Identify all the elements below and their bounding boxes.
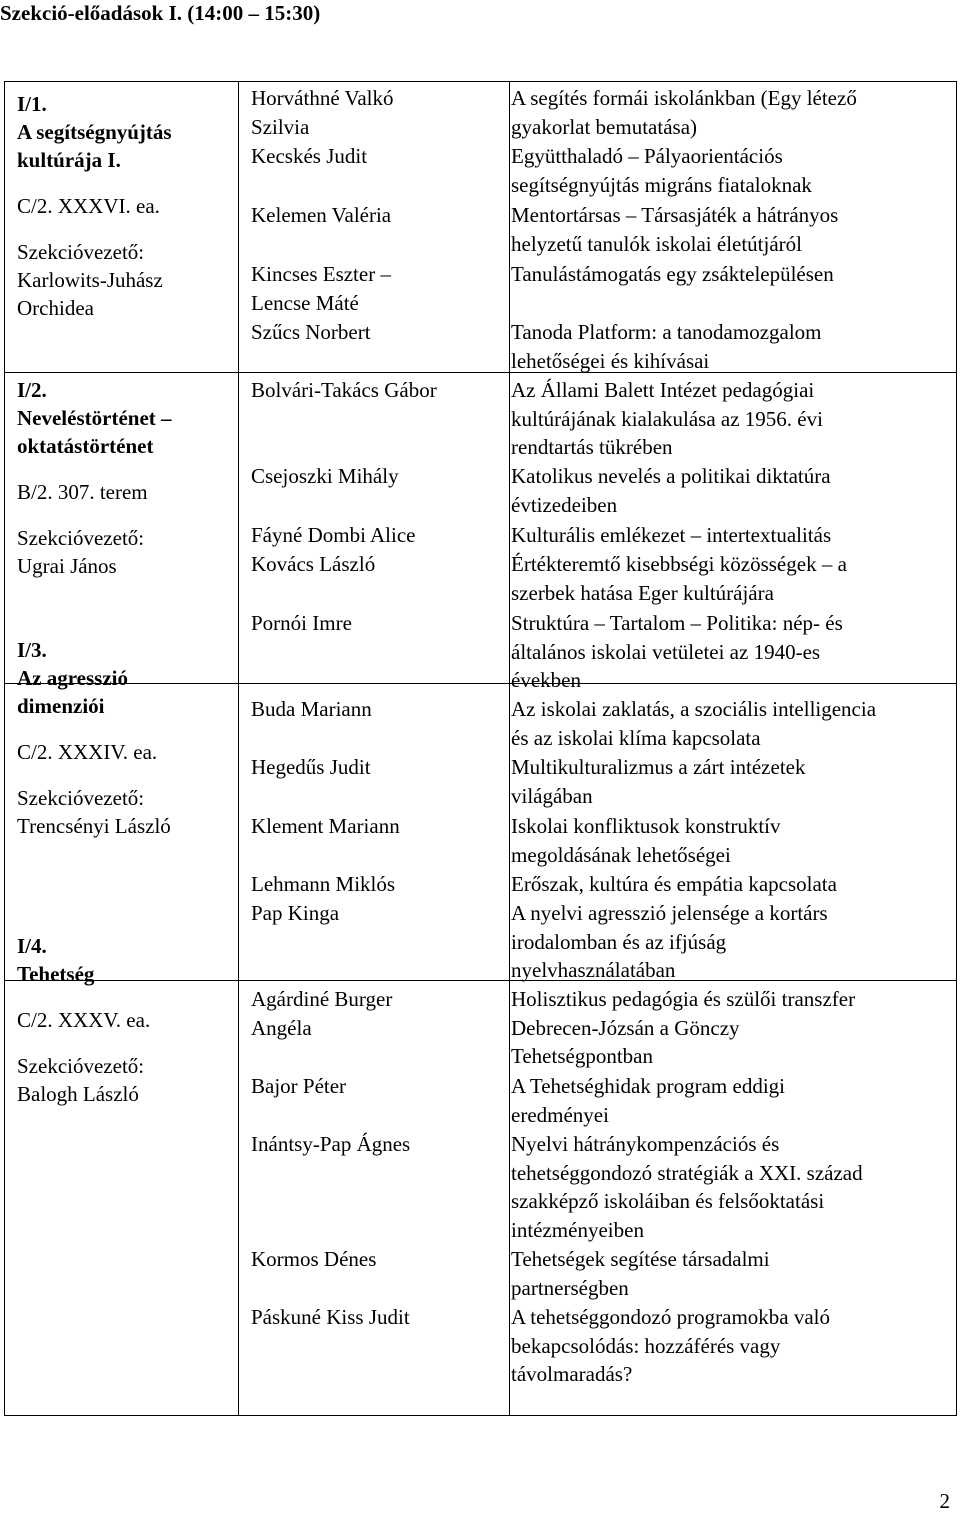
lecture-title: Holisztikus pedagógia és szülői transzfer xyxy=(511,987,856,1011)
lecture-title: bekapcsolódás: hozzáférés vagy xyxy=(511,1333,781,1358)
chair-name: Trencsényi László xyxy=(17,814,171,838)
section-code: I/3. xyxy=(17,638,47,662)
presenter-name: Kelemen Valéria xyxy=(251,203,392,227)
chair-name: Ugrai János xyxy=(17,554,117,578)
lecture-title: helyzetű tanulók iskolai életútjáról xyxy=(511,231,802,256)
section-room: B/2. 307. terem xyxy=(17,480,148,504)
section-room: C/2. XXXVI. ea. xyxy=(17,194,160,218)
presenter-name: Klement Mariann xyxy=(251,814,400,838)
presenter-name: Buda Mariann xyxy=(251,697,372,721)
presenter-name: Lehmann Miklós xyxy=(251,872,396,896)
lecture-title: Multikulturalizmus a zárt intézetek xyxy=(511,755,806,779)
chair-label: Szekcióvezető: xyxy=(17,1054,145,1078)
lecture-title: szerbek hatása Eger kultúrájára xyxy=(511,580,774,605)
lecture-title: partnerségben xyxy=(511,1275,629,1300)
lecture-title: Együtthaladó – Pályaorientációs xyxy=(511,144,783,168)
presenter-name: Kecskés Judit xyxy=(251,144,368,168)
section-i3 xyxy=(17,636,237,840)
column-divider xyxy=(509,82,510,1415)
section-code: I/1. xyxy=(17,92,47,116)
lecture-title: kultúrájának kialakulása az 1956. évi xyxy=(511,406,823,431)
section-title: Az agresszió xyxy=(17,666,128,690)
lecture-title: világában xyxy=(511,783,593,808)
lecture-title: Erőszak, kultúra és empátia kapcsolata xyxy=(511,872,837,896)
column-divider xyxy=(238,82,239,1415)
lecture-title: távolmaradás? xyxy=(511,1362,633,1387)
chair-name: Balogh László xyxy=(17,1082,139,1106)
lecture-title: Tehetségpontban xyxy=(511,1044,653,1069)
lecture-title: évtizedeiben xyxy=(511,492,618,517)
section-column xyxy=(17,90,237,1108)
section-i1 xyxy=(17,90,237,322)
lecture-title: Tanoda Platform: a tanodamozgalom xyxy=(511,320,822,344)
lecture-title: rendtartás tükrében xyxy=(511,435,673,460)
presenter-name: Inántsy-Pap Ágnes xyxy=(251,1132,411,1156)
presenter-name: Szilvia xyxy=(251,114,310,139)
section-title: dimenziói xyxy=(17,694,105,718)
lecture-title: szakképző iskoláiban és felsőoktatási xyxy=(511,1189,825,1214)
page-number: 2 xyxy=(939,1489,950,1513)
lecture-title: Az iskolai zaklatás, a szociális intelligencia xyxy=(511,697,877,721)
lecture-title: lehetőségei és kihívásai xyxy=(511,348,710,373)
lecture-title: Debrecen-Józsán a Gönczy xyxy=(511,1015,740,1040)
presenter-name: Pap Kinga xyxy=(251,901,340,925)
presenter-name: Szűcs Norbert xyxy=(251,320,371,344)
section-title: kultúrája I. xyxy=(17,148,121,172)
lecture-title: években xyxy=(511,668,581,693)
lecture-title: intézményeiben xyxy=(511,1217,644,1242)
chair-name: Orchidea xyxy=(17,296,94,320)
chair-label: Szekcióvezető: xyxy=(17,526,145,550)
section-room: C/2. XXXIV. ea. xyxy=(17,740,158,764)
presenter-name: Kovács László xyxy=(251,552,376,576)
lecture-title: Mentortársas – Társasjáték a hátrányos xyxy=(511,203,839,227)
lecture-title: A nyelvi agresszió jelensége a kortárs xyxy=(511,901,828,925)
lecture-title: A Tehetséghidak program eddigi xyxy=(511,1074,785,1098)
lecture-title: és az iskolai klíma kapcsolata xyxy=(511,725,761,750)
presenter-name: Angéla xyxy=(251,1015,312,1040)
presenter-name: Kincses Eszter – xyxy=(251,262,391,286)
lecture-title: Struktúra – Tartalom – Politika: nép- és xyxy=(511,611,843,635)
section-i2 xyxy=(17,376,237,580)
presenter-name: Pornói Imre xyxy=(251,611,352,635)
presenter-name: Hegedűs Judit xyxy=(251,755,371,779)
chair-label: Szekcióvezető: xyxy=(17,240,145,264)
lecture-title: általános iskolai vetületei az 1940-es xyxy=(511,639,821,664)
lecture-title: Az Állami Balett Intézet pedagógiai xyxy=(511,378,815,402)
presenter-name: Lencse Máté xyxy=(251,290,359,315)
chair-label: Szekcióvezető: xyxy=(17,786,145,810)
page-title: Szekció-előadások I. (14:00 – 15:30) xyxy=(0,1,321,25)
section-title: oktatástörténet xyxy=(17,434,154,458)
chair-name: Karlowits-Juhász xyxy=(17,268,163,292)
section-title: Tehetség xyxy=(17,962,95,986)
presenter-name: Bolvári-Takács Gábor xyxy=(251,378,437,402)
section-i4 xyxy=(17,932,237,1108)
lecture-title: Katolikus nevelés a politikai diktatúra xyxy=(511,464,831,488)
lecture-title: nyelvhasználatában xyxy=(511,958,676,983)
lecture-title: A segítés formái iskolánkban (Egy létező xyxy=(511,86,857,110)
presenter-name: Bajor Péter xyxy=(251,1074,347,1098)
lecture-title: eredményei xyxy=(511,1102,609,1127)
presenter-name: Agárdiné Burger xyxy=(251,987,393,1011)
section-room: C/2. XXXV. ea. xyxy=(17,1008,151,1032)
presenter-name: Csejoszki Mihály xyxy=(251,464,399,488)
section-title: Neveléstörténet – xyxy=(17,406,172,430)
lecture-title: Tanulástámogatás egy zsáktelepülésen xyxy=(511,262,834,286)
lecture-title: Nyelvi hátránykompenzációs és xyxy=(511,1132,780,1156)
lecture-title: irodalomban és az ifjúság xyxy=(511,929,727,954)
lecture-title: Iskolai konfliktusok konstruktív xyxy=(511,814,781,838)
section-code: I/4. xyxy=(17,934,47,958)
lecture-title: megoldásának lehetőségei xyxy=(511,842,731,867)
lecture-title: Értékteremtő kisebbségi közösségek – a xyxy=(511,552,847,576)
lecture-title: Tehetségek segítése társadalmi xyxy=(511,1247,770,1271)
lecture-title: A tehetséggondozó programokba való xyxy=(511,1305,830,1329)
presenter-name: Páskuné Kiss Judit xyxy=(251,1305,410,1329)
lecture-title: Kulturális emlékezet – intertextualitás xyxy=(511,523,832,547)
schedule-table xyxy=(4,81,957,1416)
section-code: I/2. xyxy=(17,378,47,402)
lecture-title: segítségnyújtás migráns fiataloknak xyxy=(511,172,812,197)
presenter-name: Horváthné Valkó xyxy=(251,86,394,110)
lecture-title: tehetséggondozó stratégiák a XXI. század xyxy=(511,1160,863,1185)
presenter-name: Fáyné Dombi Alice xyxy=(251,523,416,547)
lecture-title: gyakorlat bemutatása) xyxy=(511,114,698,139)
section-title: A segítségnyújtás xyxy=(17,120,172,144)
presenter-name: Kormos Dénes xyxy=(251,1247,377,1271)
